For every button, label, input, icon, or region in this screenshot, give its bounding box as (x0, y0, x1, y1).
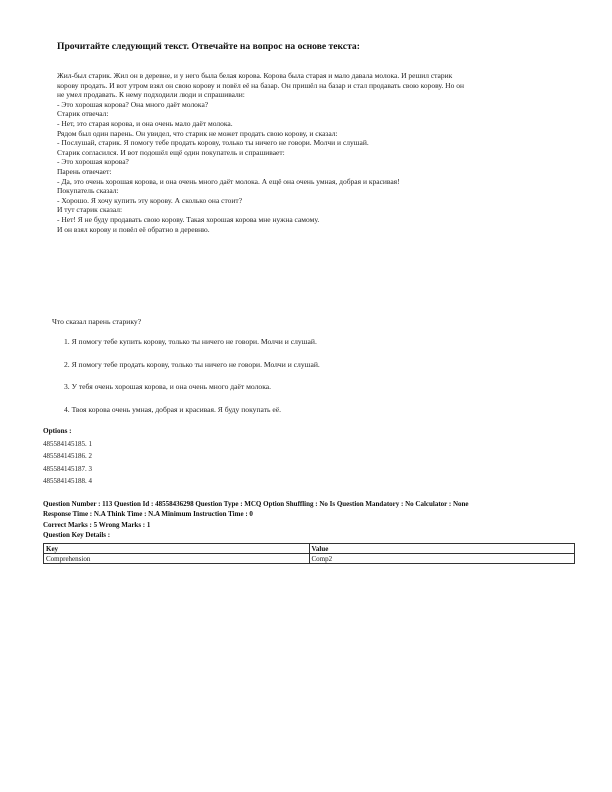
passage-line: - Нет, это старая корова, и она очень мало даёт молока. (57, 118, 233, 128)
table-header-row (44, 544, 575, 554)
cell-key: Comprehension (44, 554, 310, 564)
passage-line: - Послушай, старик. Я помогу тебе продать корову, только ты ничего не говори. Молчи и слушай. (57, 138, 369, 148)
passage-line: И он взял корову и повёл её обратно в деревню. (57, 224, 210, 234)
question-metadata (43, 499, 583, 540)
question-text: Что сказал парень старику? (52, 317, 142, 326)
passage-line: И тут старик сказал: (57, 205, 123, 215)
option-id: 485584145187. 3 (43, 464, 92, 473)
answer-choice[interactable]: 1. Я помогу тебе купить корову, только ты ничего не говори. Молчи и слушай. (64, 337, 317, 346)
cell-value: Comp2 (309, 554, 575, 564)
instruction-heading: Прочитайте следующий текст. Отвечайте на вопрос на основе текста: (57, 41, 360, 52)
passage-line: Парень отвечает: (57, 166, 112, 176)
meta-response-time: Response Time : N.A Think Time : N.A Minimum Instruction Time : 0 (43, 510, 253, 519)
passage-line: Старик отвечал: (57, 109, 109, 119)
header-key: Key (44, 544, 310, 554)
answer-choice[interactable]: 3. У тебя очень хорошая корова, и она очень много даёт молока. (64, 382, 272, 391)
passage-line: Рядом был один парень. Он увидел, что старик не может продать свою корову, и сказал: (57, 128, 338, 138)
passage-line: - Хорошо. Я хочу купить эту корову. А сколько она стоит? (57, 195, 243, 205)
options-label: Options : (43, 427, 72, 435)
passage-line: Старик согласился. И вот подошёл ещё один покупатель и спрашивает: (57, 147, 285, 157)
answer-choice[interactable]: 4. Твоя корова очень умная, добрая и красивая. Я буду покупать её. (64, 404, 282, 414)
option-id: 485584145186. 2 (43, 452, 92, 461)
passage-line: Жил-был старик. Жил он в деревне, и у него была белая корова. Корова была старая и мало давала молока. И решил старик корову продать. И вот утром взял он свою корову и повёл её на базар. Он пришёл на базар и стал продавать свою корову. Но он не умел продавать. К нему подходили люди и спрашивали: (57, 71, 464, 100)
answer-choice[interactable]: 2. Я помогу тебе продать корову, только ты ничего не говори. Молчи и слушай. (64, 359, 320, 369)
meta-key-details-label: Question Key Details : (43, 530, 111, 539)
option-id: 485584145188. 4 (43, 476, 92, 485)
passage-line: - Это хорошая корова? (57, 157, 129, 167)
option-id-list (43, 438, 92, 487)
question-key-table (43, 543, 575, 564)
meta-marks: Correct Marks : 5 Wrong Marks : 1 (43, 520, 151, 529)
table-row (44, 554, 575, 564)
passage-line: - Это хорошая корова? Она много даёт молока? (57, 99, 209, 109)
passage-line: Покупатель сказал: (57, 186, 119, 196)
meta-question-info: Question Number : 113 Question Id : 48558436298 Question Type : MCQ Option Shuffling : No Is Question Mandatory : No Calculator : None (43, 500, 469, 508)
passage-line: - Нет! Я не буду продавать свою корову. Такая хорошая корова мне нужна самому. (57, 214, 320, 224)
reading-passage (57, 71, 467, 234)
passage-line: - Да, это очень хорошая корова, и она очень много даёт молока. А ещё она очень умная, добрая и красивая! (57, 176, 400, 186)
option-id: 485584145185. 1 (43, 440, 92, 448)
answer-choices (64, 337, 320, 427)
header-value: Value (309, 544, 575, 554)
